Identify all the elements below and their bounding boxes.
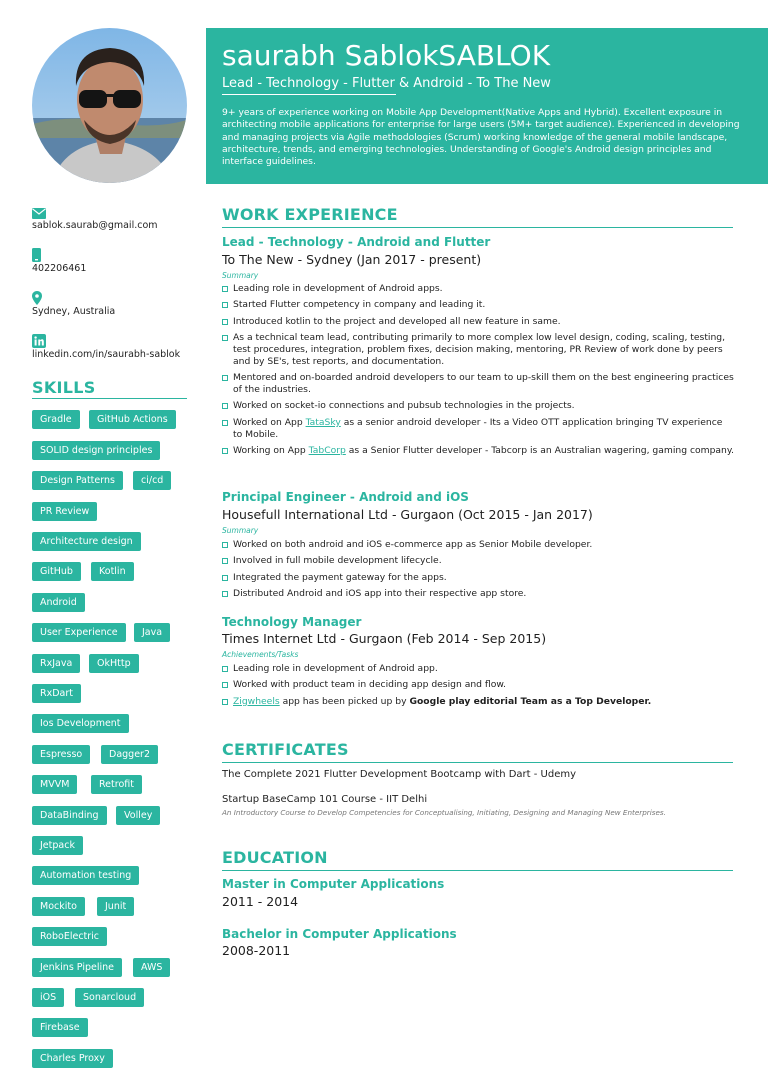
list-item: Leading role in development of Android app. — [222, 663, 734, 675]
contact-email — [32, 204, 192, 232]
certificates-divider — [222, 762, 733, 763]
skills-divider — [32, 398, 187, 399]
list-item: Leading role in development of Android apps. — [222, 283, 734, 295]
header-banner — [206, 28, 768, 184]
skill-chip: GitHub Actions — [89, 410, 176, 429]
education-heading: EDUCATION — [222, 848, 328, 867]
location-pin-icon — [32, 290, 192, 306]
skill-chip: RxDart — [32, 684, 81, 703]
education-degree: Master in Computer Applications — [222, 877, 445, 891]
skill-chip: Jenkins Pipeline — [32, 958, 122, 977]
skill-chip: Dagger2 — [101, 745, 158, 764]
phone-icon — [32, 247, 192, 263]
skill-chip: RxJava — [32, 654, 80, 673]
list-item: Zigwheels app has been picked up by Google play editorial Team as a Top Developer. — [222, 696, 734, 708]
education-years: 2008-2011 — [222, 943, 291, 958]
education-divider — [222, 870, 733, 871]
job-title: Principal Engineer - Android and iOS — [222, 490, 469, 504]
contact-linkedin — [32, 333, 192, 361]
skill-chip: AWS — [133, 958, 170, 977]
skill-chip: Java — [134, 623, 170, 642]
job-label: Achievements/Tasks — [222, 650, 299, 659]
list-item: As a technical team lead, contributing primarily to more complex low level design, coding, scaling, testing, test procedures, integration, problem fixes, decision making, mentoring, PR Review of work done by peers and by SE's, test reports, and documentation. — [222, 332, 734, 368]
contact-phone — [32, 247, 192, 275]
skill-chip: Gradle — [32, 410, 80, 429]
work-experience-heading: WORK EXPERIENCE — [222, 205, 398, 224]
job-label: Summary — [222, 271, 259, 280]
linkedin-text[interactable]: linkedin.com/in/saurabh-sablok — [32, 349, 181, 360]
skill-chip: Kotlin — [91, 562, 134, 581]
list-item: Mentored and on-boarded android developers to our team to up-skill them on the best engineering practices of the industries. — [222, 372, 734, 396]
header-divider — [222, 94, 396, 95]
skill-chip: Ios Development — [32, 714, 129, 733]
skill-chip: Mockito — [32, 897, 85, 916]
skill-chip: RoboElectric — [32, 927, 107, 946]
skill-chip: Retrofit — [91, 775, 142, 794]
certificate-description: An Introductory Course to Develop Competencies for Conceptualising, Initiating, Designing and Managing New Enterprises. — [222, 808, 666, 817]
list-item: Worked on both android and iOS e-commerce app as Senior Mobile developer. — [222, 539, 734, 551]
skill-chip: MVVM — [32, 775, 77, 794]
certificate-item: Startup BaseCamp 101 Course - IIT Delhi — [222, 794, 428, 805]
list-item: Worked on socket-io connections and pubsub technologies in the projects. — [222, 400, 734, 412]
job-bullets — [222, 283, 734, 461]
skill-chip: iOS — [32, 988, 64, 1007]
skill-chip: Design Patterns — [32, 471, 123, 490]
list-item: Integrated the payment gateway for the apps. — [222, 572, 734, 584]
list-item: Worked with product team in deciding app design and flow. — [222, 679, 734, 691]
skill-chip: Architecture design — [32, 532, 141, 551]
skill-chip: User Experience — [32, 623, 126, 642]
skill-chip: Espresso — [32, 745, 90, 764]
skill-chip: Automation testing — [32, 866, 139, 885]
candidate-name: saurabh SablokSABLOK — [222, 39, 551, 72]
work-divider — [222, 227, 733, 228]
education-degree: Bachelor in Computer Applications — [222, 927, 457, 941]
job-label: Summary — [222, 526, 259, 535]
phone-text: 402206461 — [32, 263, 87, 274]
skills-heading: SKILLS — [32, 378, 96, 397]
job-title: Lead - Technology - Android and Flutter — [222, 235, 491, 249]
zigwheels-link[interactable]: Zigwheels — [233, 695, 280, 707]
education-years: 2011 - 2014 — [222, 894, 299, 909]
list-item: Worked on App TataSky as a senior android developer - Its a Video OTT application bringing TV experience to Mobile. — [222, 417, 734, 441]
skill-chip: PR Review — [32, 502, 97, 521]
job-bullets — [222, 663, 734, 712]
skill-chip: OkHttp — [89, 654, 139, 673]
tabcorp-link[interactable]: TabCorp — [308, 445, 346, 457]
profile-summary: 9+ years of experience working on Mobile App Development(Native Apps and Hybrid). Excellent exposure in architecting mobile applications for enterprise for large users (5M+ target audience). Experienced in developing and managing projects via Agile methodologies (Scrum) working knowledge of the general mobile landscape, architecture, trends, and emerging technologies. Understanding of Google's Android design principles and interface guidelines. — [222, 107, 740, 168]
skill-chip: Firebase — [32, 1018, 88, 1037]
list-item: Distributed Android and iOS app into their respective app store. — [222, 588, 734, 600]
skill-chip: DataBinding — [32, 806, 107, 825]
skill-chip: Volley — [116, 806, 160, 825]
envelope-icon — [32, 204, 192, 220]
job-company: Housefull International Ltd - Gurgaon (Oct 2015 - Jan 2017) — [222, 507, 593, 522]
certificates-heading: CERTIFICATES — [222, 740, 349, 759]
job-bullets — [222, 539, 734, 604]
list-item: Working on App TabCorp as a Senior Flutter developer - Tabcorp is an Australian wagering, gaming company. — [222, 445, 734, 457]
profile-photo — [32, 28, 187, 183]
tatasky-link[interactable]: TataSky — [305, 416, 341, 428]
job-title: Technology Manager — [222, 615, 362, 629]
skill-chip: SOLID design principles — [32, 441, 160, 460]
candidate-role: Lead - Technology - Flutter & Android - To The New — [222, 76, 551, 91]
list-item: Started Flutter competency in company and leading it. — [222, 299, 734, 311]
job-company: Times Internet Ltd - Gurgaon (Feb 2014 - Sep 2015) — [222, 631, 547, 646]
contact-location — [32, 290, 192, 318]
skill-chip: GitHub — [32, 562, 81, 581]
skill-chip: Charles Proxy — [32, 1049, 113, 1068]
certificate-item: The Complete 2021 Flutter Development Bootcamp with Dart - Udemy — [222, 769, 577, 780]
list-item: Involved in full mobile development lifecycle. — [222, 555, 734, 567]
email-text[interactable]: sablok.saurab@gmail.com — [32, 220, 158, 231]
skill-chip: ci/cd — [133, 471, 171, 490]
skill-chip: Android — [32, 593, 85, 612]
skill-chip: Jetpack — [32, 836, 83, 855]
skill-chip: Sonarcloud — [75, 988, 144, 1007]
list-item: Introduced kotlin to the project and developed all new feature in same. — [222, 316, 734, 328]
linkedin-icon — [32, 333, 192, 349]
skill-chip: Junit — [97, 897, 134, 916]
job-company: To The New - Sydney (Jan 2017 - present) — [222, 252, 482, 267]
location-text: Sydney, Australia — [32, 306, 116, 317]
